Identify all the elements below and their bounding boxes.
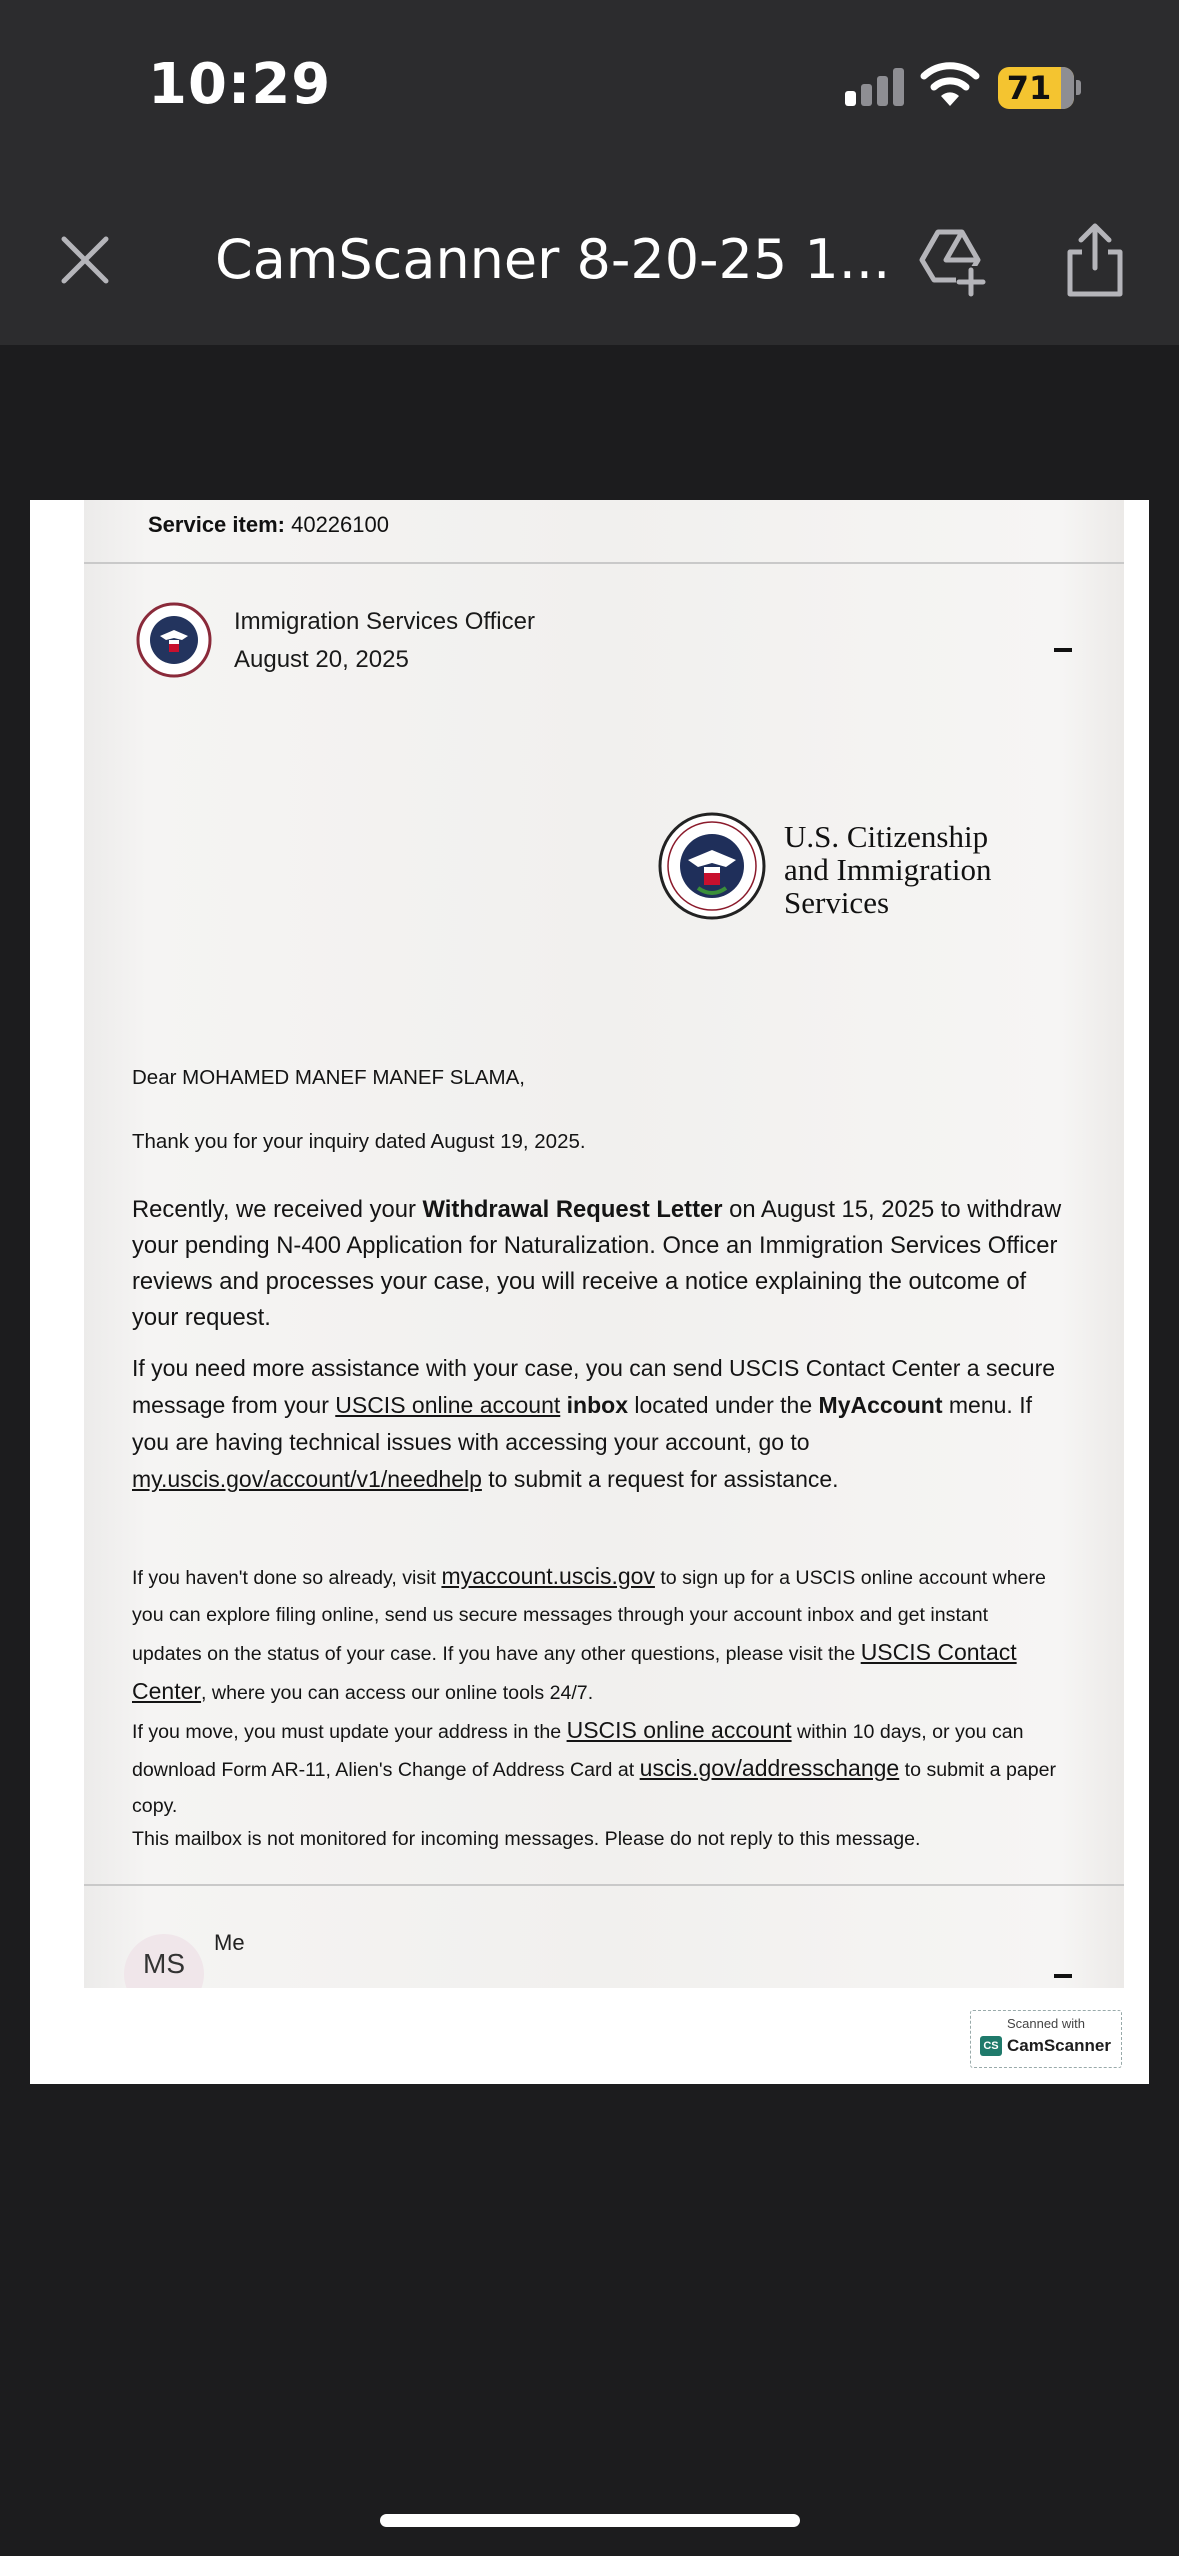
battery-icon [998, 67, 1074, 109]
home-indicator[interactable] [380, 2514, 800, 2527]
paragraph-assistance: If you need more assistance with your case, you can send USCIS Contact Center a secure message from your USCIS online account inbox located under the MyAccount menu. If you are having technical issues with accessing your account, go to my.uscis.gov/account/v1/needhelp to submit a request for assistance. [132, 1355, 1056, 1492]
wifi-icon [920, 60, 980, 110]
scanned-page [30, 500, 1149, 2084]
battery-level: 71 [1006, 69, 1052, 107]
dhs-seal-small-icon [136, 602, 212, 678]
link-myaccount[interactable]: myaccount.uscis.gov [441, 1563, 655, 1589]
service-item: Service item: 40226100 [148, 512, 389, 537]
salutation: Dear MOHAMED MANEF MANEF SLAMA, [132, 1066, 525, 1089]
paragraph-withdrawal: Recently, we received your Withdrawal Request Letter on August 15, 2025 to withdraw your pending N-400 Application for Naturalization. Once an Immigration Services Officer reviews and processes your case, you will receive a notice explaining the outcome of your request. [132, 1196, 1062, 1331]
avatar: MS [124, 1934, 204, 1988]
battery-tip [1076, 80, 1081, 95]
reply-row [124, 1930, 1024, 1988]
divider [84, 562, 1124, 564]
add-to-drive-icon[interactable] [912, 222, 988, 298]
top-bar [0, 0, 1179, 345]
link-contact-center[interactable]: USCIS Contact Center [132, 1639, 1017, 1704]
reply-sender: Me [214, 1930, 245, 1955]
dhs-seal-icon [658, 812, 766, 920]
document-title: CamScanner 8-20-25 1... [215, 228, 891, 291]
link-address-change[interactable]: uscis.gov/addresschange [639, 1755, 900, 1781]
camscanner-watermark: Scanned with CS CamScanner [970, 2010, 1122, 2068]
link-uscis-online-account-2[interactable]: USCIS online account [566, 1717, 792, 1743]
no-reply-notice: This mailbox is not monitored for incoming messages. Please do not reply to this message. [132, 1828, 921, 1850]
collapse-indicator [1054, 1974, 1072, 1978]
share-icon[interactable] [1060, 220, 1130, 300]
scanned-letter [84, 500, 1124, 1988]
camscanner-logo-icon: CS [980, 2036, 1002, 2056]
link-needhelp[interactable]: my.uscis.gov/account/v1/needhelp [132, 1466, 482, 1492]
inquiry-line: Thank you for your inquiry dated August 19, 2025. [132, 1130, 586, 1153]
sender-name: Immigration Services Officer [234, 608, 535, 635]
status-time: 10:29 [148, 52, 332, 117]
sent-date: August 20, 2025 [234, 646, 409, 673]
paragraph-account-info: If you haven't done so already, visit myaccount.uscis.gov to sign up for a USCIS online account where you can explore filing online, send us secure messages through your account inbox and get instant updates on the status of your case. If you have any other questions, please visit the USCIS Contact Center, where you can access our online tools 24/7. If you move, you must update your address in the USCIS online account within 10 days, or you can download Form AR-11, Alien's Change of Address Card at uscis.gov/addresschange to submit a paper copy. This mailbox is not monitored for incoming messages. Please do not reply to this message. [132, 1558, 1062, 1854]
collapse-indicator [1054, 648, 1072, 652]
divider [84, 1884, 1124, 1886]
link-uscis-online-account[interactable]: USCIS online account [335, 1392, 561, 1418]
close-icon[interactable] [50, 225, 120, 295]
cellular-signal-icon [845, 66, 905, 106]
agency-name: U.S. Citizenship and Immigration Services [784, 819, 992, 920]
sender-block [234, 603, 535, 679]
